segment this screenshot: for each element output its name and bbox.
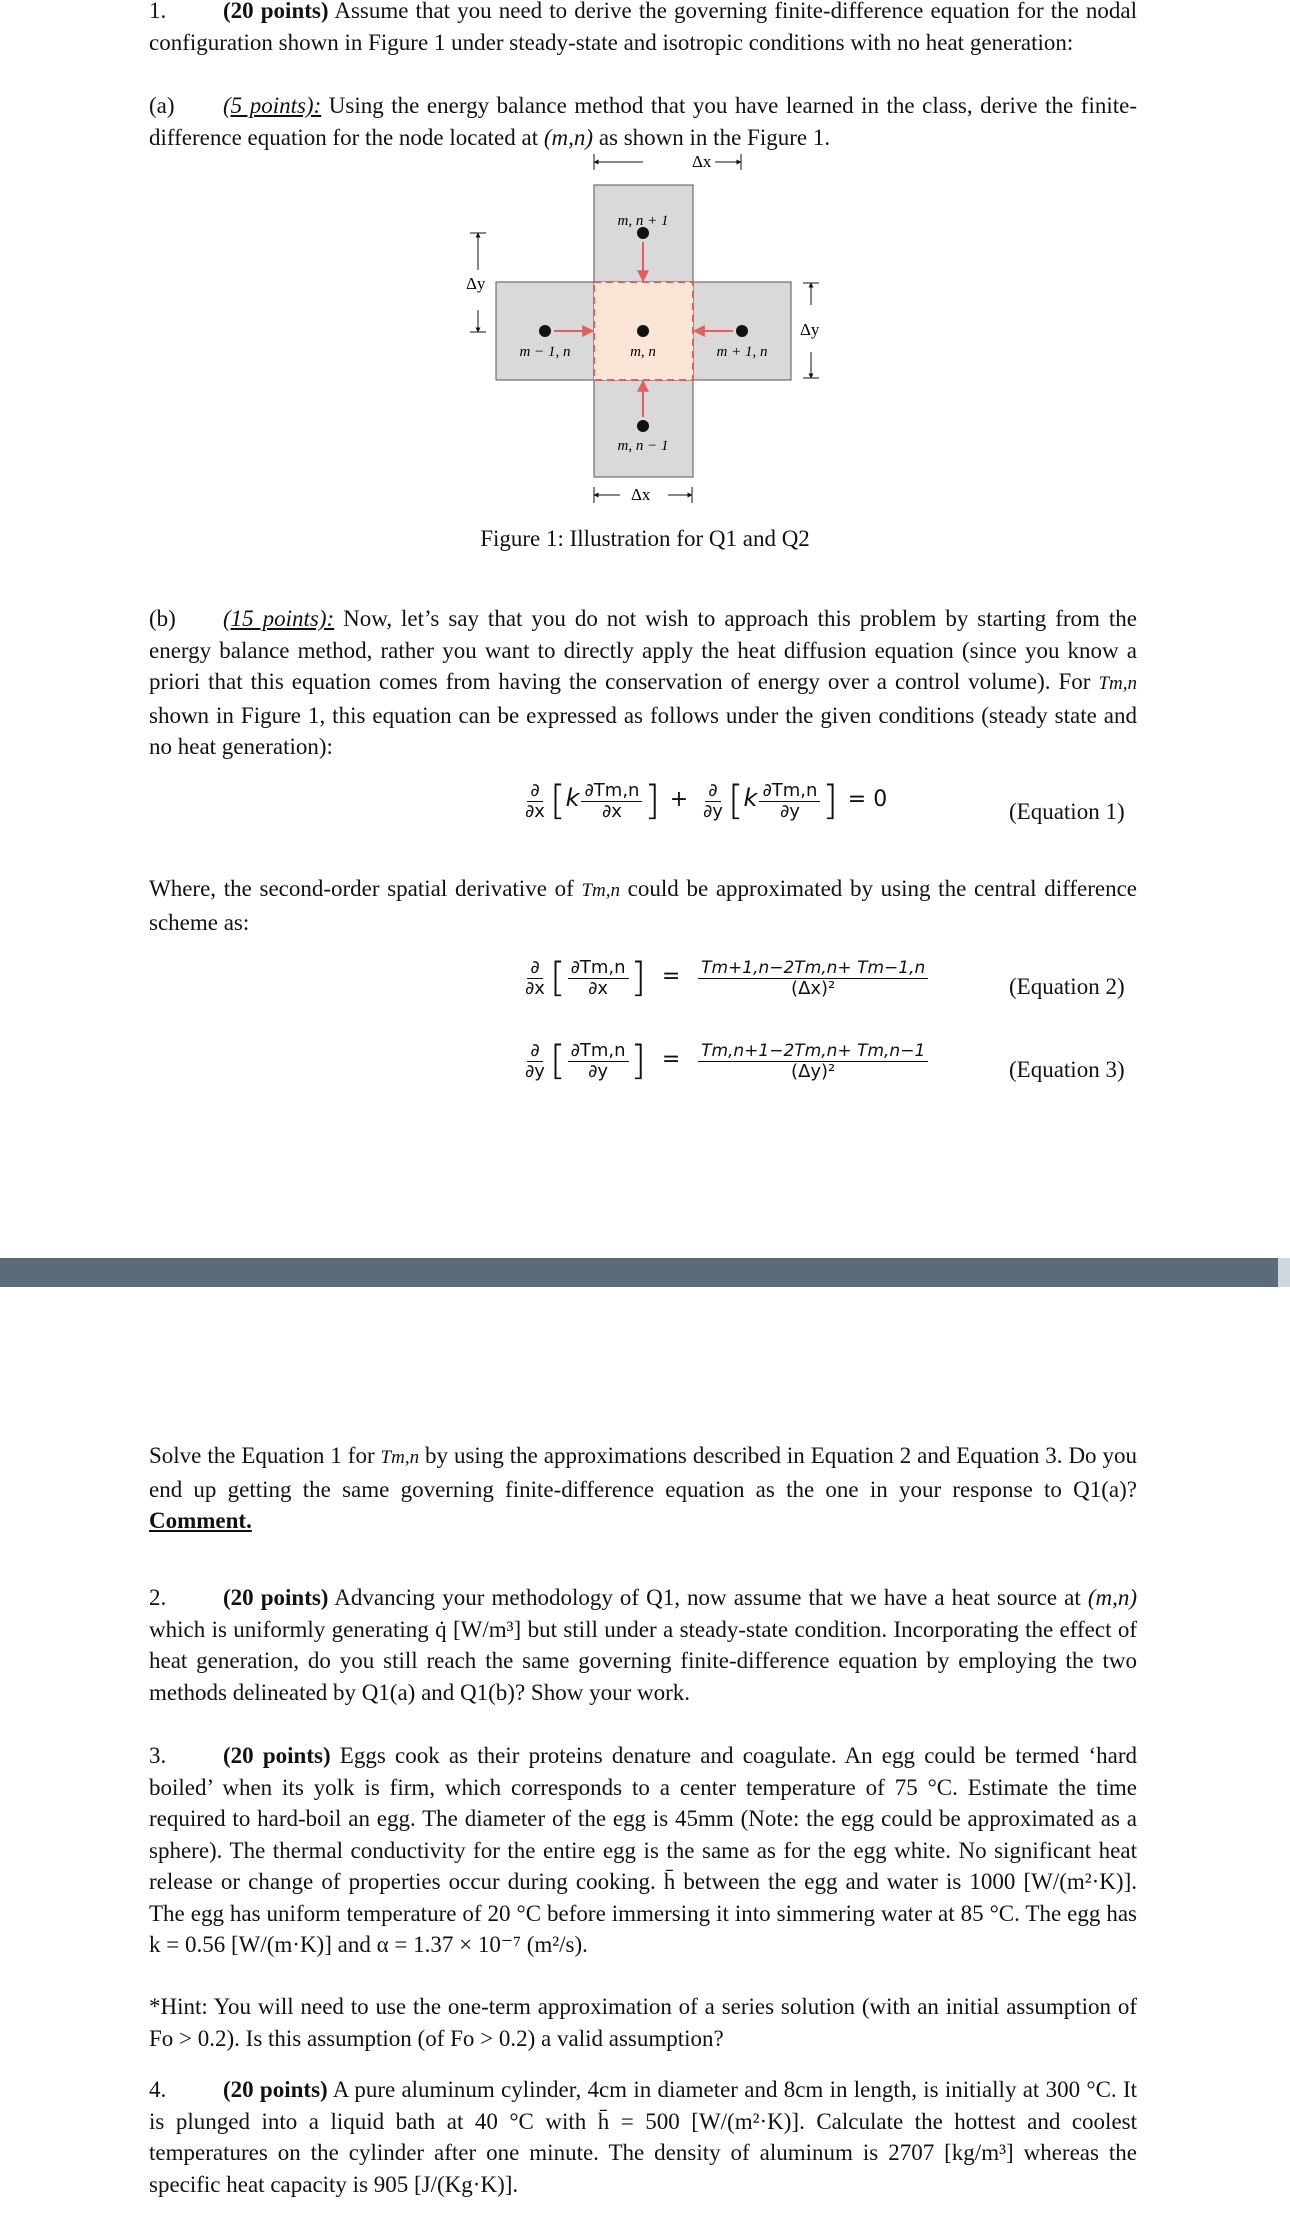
question-number: 1. [149, 0, 167, 23]
equation-1-label: (Equation 1) [1009, 799, 1125, 824]
figure-1-nodal-diagram [0, 0, 1290, 520]
part-label: (a) [149, 93, 175, 118]
equation-1: $\frac{\partial}{\partial x}$ [k $\frac{\partial Tm,n}{\partial x}$ ] + $\frac{\partial}{\partial y}$ [k $\frac{\partial Tm,n}{\partial y}$ ] = 0 [525, 778, 888, 824]
part-text: Now, let’s say that you do not wish to approach this problem by starting from the energy balance method, rather you want to directly apply the heat diffusion equation (since you know a priori that this equation comes from having the conservation of energy over a control volume). For [149, 606, 1137, 694]
part-label: (b) [149, 606, 176, 631]
question-number: 4. [149, 2077, 167, 2102]
page-separator-bar [0, 1258, 1290, 1287]
solve-instruction: Solve the Equation 1 for Tm,n by using the approximations described in Equation 2 and Equation 3. Do you end up getting the same governing finite-difference equation as the one in your response to Q1(a)? Comment. [149, 1443, 1137, 1533]
question-2: 2. (20 points) Advancing your methodology of Q1, now assume that we have a heat source at (m,n) which is uniformly generating q̇ [W/m³] but still under a steady-state condition. Incorporating the effect of heat generation, do you still reach the same governing finite-difference equation by employing the two methods delineated by Q1(a) and Q1(b)? Show your work. [149, 1582, 1137, 1708]
equation-2-label: (Equation 2) [1009, 974, 1125, 999]
question-1b [149, 603, 1137, 763]
question-3: 3. (20 points) Eggs cook as their proteins denature and coagulate. An egg could be termed ‘hard boiled’ when its yolk is firm, which corresponds to a center temperature of 75 °C. Estimate the time required to hard-boil an egg. The diameter of the egg is 45mm (Note: the egg could be approximated as a sphere). The thermal conductivity for the entire egg is the same as for the egg white. No significant heat release or change of properties occur during cooking. h̄ between the egg and water is 1000 [W/(m²·K)]. The egg has uniform temperature of 20 °C before immersing it into simmering water at 85 °C. The egg has k = 0.56 [W/(m·K)] and α = 1.37 × 10⁻⁷ (m²/s). [149, 1740, 1137, 1961]
points-label: (20 points) [223, 2077, 328, 2102]
label-dy-left: Δy [466, 274, 486, 293]
label-node-bottom: m, n − 1 [617, 438, 669, 454]
label-node-right: m + 1, n [716, 344, 768, 360]
node-label: (m,n) [543, 124, 594, 150]
points-label: (20 points) [223, 0, 329, 23]
part-text: Using the energy balance method that you have learned in the class, derive the finite-difference equation for the node located at [149, 93, 1137, 150]
tmn-symbol: Tm,n [1098, 673, 1137, 694]
separator-tab [1278, 1258, 1290, 1287]
equation-3: $\frac{\partial}{\partial y}$ [ $\frac{\partial Tm,n}{\partial y}$ ] = $\frac{Tm,n+1-2Tm,n+ Tm,n-1}{\text{(Δy)²}}$ [520, 1038, 930, 1084]
comment-label: Comment. [149, 1508, 252, 1533]
question-number: 2. [149, 1585, 167, 1610]
question-4: 4. (20 points) A pure aluminum cylinder, 4cm in diameter and 8cm in length, is initially at 300 °C. It is plunged into a liquid bath at 40 °C with h̄ = 500 [W/(m²·K)]. Calculate the hottest and coolest temperatures on the cylinder after one minute. The density of aluminum is 2707 [kg/m³] whereas the specific heat capacity is 905 [J/(Kg·K)]. [149, 2074, 1137, 2200]
label-dy-right: Δy [800, 320, 820, 339]
question-3-hint: *Hint: You will need to use the one-term approximation of a series solution (with an initial assumption of Fo > 0.2). Is this assumption (of Fo > 0.2) a valid assumption? [149, 1994, 1137, 2051]
equation-2: $\frac{\partial}{\partial x}$ [ $\frac{\partial Tm,n}{\partial x}$ ] = $\frac{Tm+1,n-2Tm,n+ Tm-1,n}{\text{(Δx)²}}$ [520, 955, 930, 1001]
question-number: 3. [149, 1743, 167, 1768]
label-node-left: m − 1, n [519, 344, 571, 360]
node-left-dot [539, 325, 551, 337]
node-center-dot [637, 325, 649, 337]
label-node-center: m, n [630, 344, 656, 360]
figure-caption: Figure 1: Illustration for Q1 and Q2 [480, 526, 810, 551]
label-node-top: m, n + 1 [617, 213, 669, 229]
label-dx-bottom: Δx [631, 485, 651, 504]
where-text: Where, the second-order spatial derivative of Tm,n could be approximated by using the central difference scheme as: [149, 876, 1137, 935]
node-right-dot [736, 325, 748, 337]
points-label: (20 points) [223, 1585, 329, 1610]
points-label: (15 points): [223, 606, 335, 631]
points-label: (20 points) [223, 1743, 331, 1768]
label-dx-top: Δx [692, 152, 712, 171]
node-bottom-dot [637, 420, 649, 432]
part-text-end: shown in Figure 1, this equation can be expressed as follows under the given conditions (steady state and no heat generation): [149, 702, 1137, 759]
points-label: (5 points): [223, 93, 322, 118]
question-text: Assume that you need to derive the governing finite-difference equation for the nodal configuration shown in Figure 1 under steady-state and isotropic conditions with no heat generation: [149, 0, 1138, 55]
part-text-end: as shown in the Figure 1. [593, 124, 831, 150]
equation-3-label: (Equation 3) [1009, 1057, 1125, 1082]
